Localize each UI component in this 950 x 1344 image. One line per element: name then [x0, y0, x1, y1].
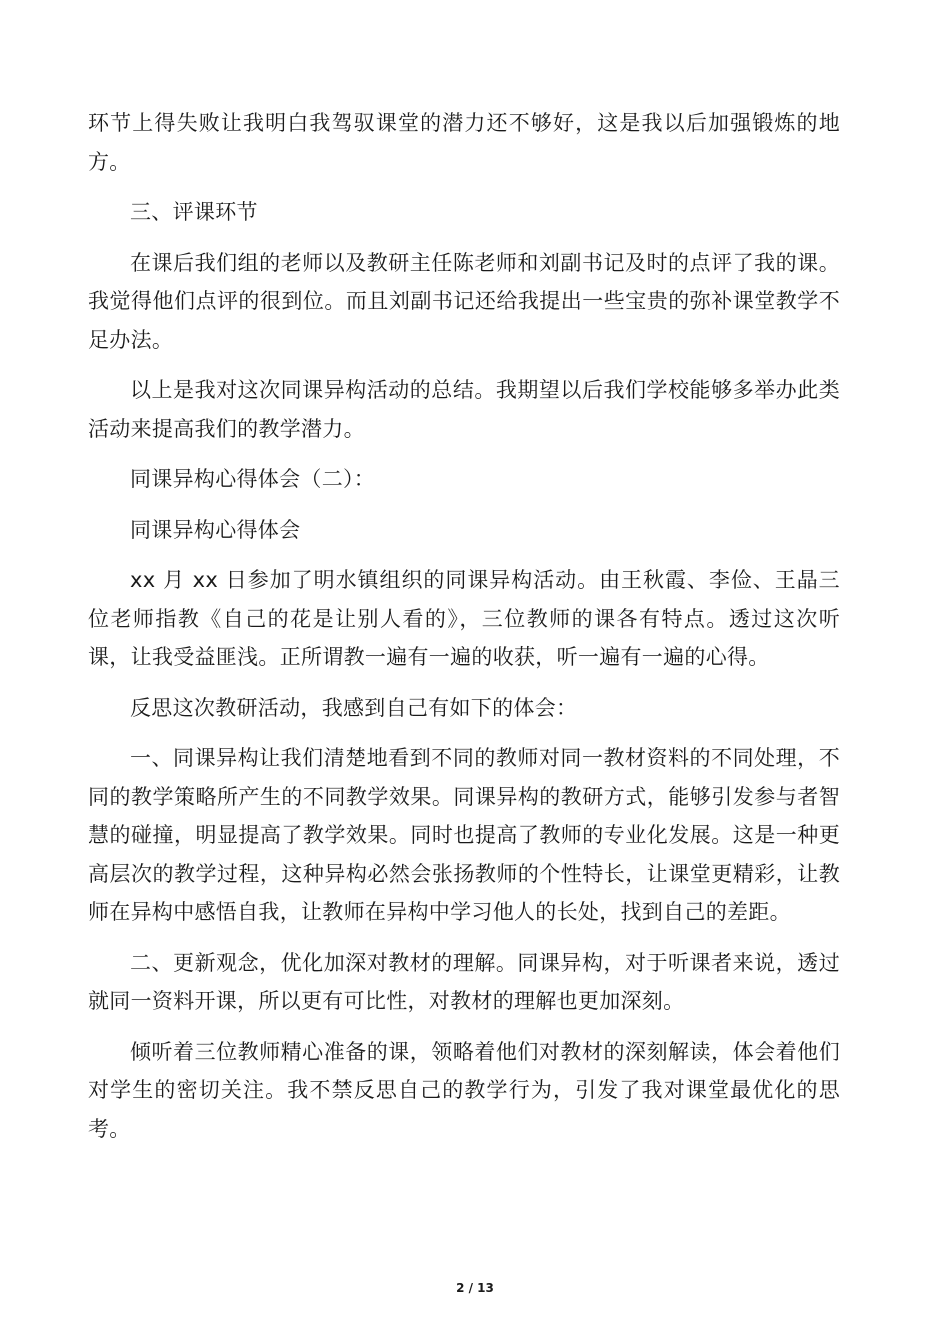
paragraph-point-one: 一、同课异构让我们清楚地看到不同的教师对同一教材资料的不同处理，不同的教学策略所产生的不同教学效果。同课异构的教研方式，能够引发参与者智慧的碰撞，明显提高了教学效果。同时也提高了教师的专业化发展。这是一种更高层次的教学过程，这种异构必然会张扬教师的个性特长，让课堂更精彩，让教师在异构中感悟自我，让教师在异构中学习他人的长处，找到自己的差距。: [88, 746, 840, 924]
page-number: 2 / 13: [456, 1281, 494, 1295]
paragraph-review: 在课后我们组的老师以及教研主任陈老师和刘副书记及时的点评了我的课。我觉得他们点评的很到位。而且刘副书记还给我提出一些宝贵的弥补课堂教学不足办法。: [88, 250, 840, 352]
section-heading-course-review: 三、评课环节: [130, 200, 258, 224]
paragraph-summary: 以上是我对这次同课异构活动的总结。我期望以后我们学校能够多举办此类活动来提高我们的教学潜力。: [88, 378, 840, 441]
heading-title: 同课异构心得体会: [130, 517, 301, 542]
paragraph-listening: 倾听着三位教师精心准备的课，领略着他们对教材的深刻解读，体会着他们对学生的密切关注。我不禁反思自己的教学行为，引发了我对课堂最优化的思考。: [88, 1039, 840, 1141]
heading-part-two: 同课异构心得体会（二）：: [130, 467, 376, 491]
document-body: [88, 104, 840, 1148]
paragraph-continuation: 环节上得失败让我明白我驾驭课堂的潜力还不够好，这是我以后加强锻炼的地方。: [88, 111, 840, 174]
paragraph-reflection-intro: 反思这次教研活动，我感到自己有如下的体会：: [130, 695, 578, 720]
paragraph-activity: xx 月 xx 日参加了明水镇组织的同课异构活动。由王秋霞、李俭、王晶三位老师指教《自己的花是让别人看的》，三位教师的课各有特点。透过这次听课，让我受益匪浅。正所谓教一遍有一遍的收获，听一遍有一遍的心得。: [88, 568, 840, 669]
paragraph-point-two: 二、更新观念，优化加深对教材的理解。同课异构，对于听课者来说，透过就同一资料开课，所以更有可比性，对教材的理解也更加深刻。: [88, 950, 840, 1013]
